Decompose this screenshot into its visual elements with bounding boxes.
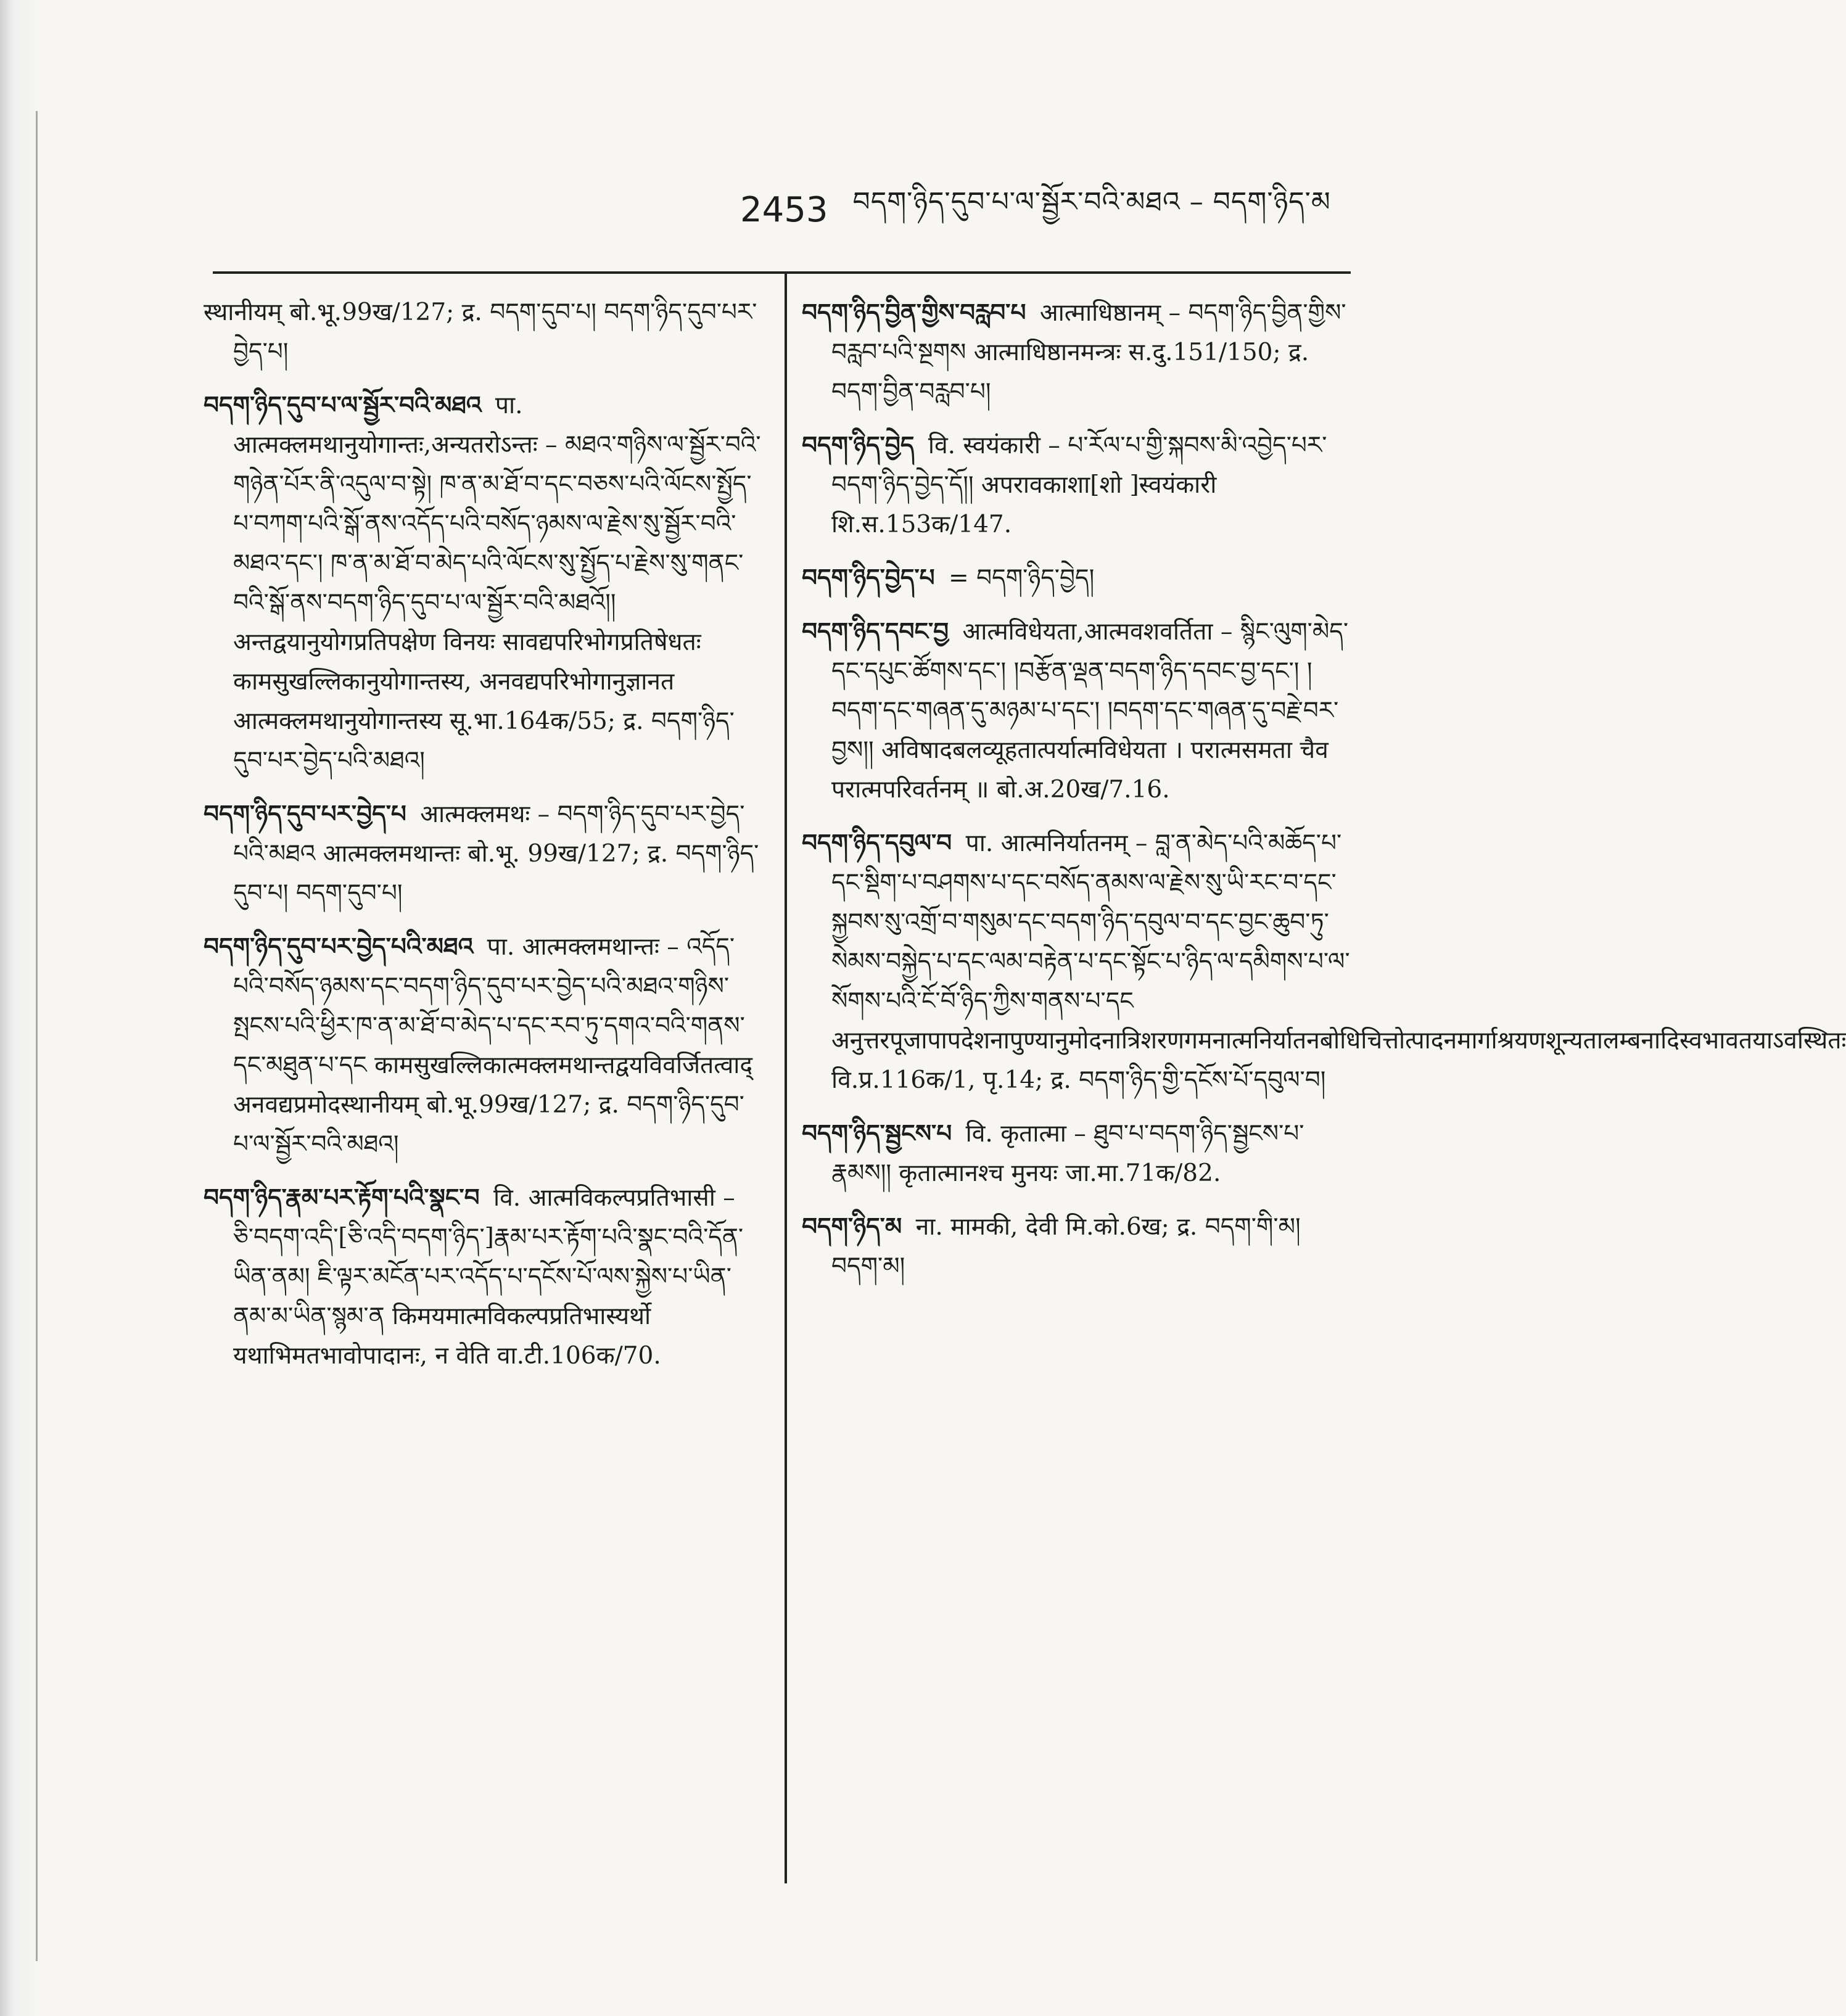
- entry-headword: བདག་ཉིད་དུབ་པར་བྱེད་པ: [204, 800, 406, 828]
- running-head: བདག་ཉིད་དུབ་པ་ལ་སྦྱོར་བའི་མཐའ – བདག་ཉིད་མ: [852, 186, 1331, 218]
- dictionary-entry: [204, 1178, 762, 1376]
- dictionary-entry: [802, 1114, 1357, 1193]
- page-header: [740, 185, 1345, 234]
- entry-text: = བདག་ཉིད་བྱེད།: [949, 564, 1095, 592]
- entry-headword: བདག་ཉིད་སྦྱངས་པ: [802, 1119, 952, 1148]
- right-column: [802, 293, 1846, 1300]
- dictionary-entry: [802, 558, 1357, 598]
- entry-text: आत्मक्लमथः – བདག་ཉིད་དུབ་པར་བྱེད་པའི་མཐའ आत्मक्लमथान्तः बो.भू. 99ख/127; द्र. བདག་ཉིད་དུབ་པ། བདག་དུབ་པ།: [233, 800, 759, 907]
- column-divider: [785, 274, 787, 1883]
- header-rule: [213, 271, 1351, 274]
- entry-headword: བདག་ཉིད་བྱིན་གྱིས་བརླབ་པ: [802, 298, 1026, 327]
- page-number: 2453: [740, 189, 828, 230]
- entry-text: वि. स्वयंकारी – པ་རོལ་པ་གྱི་སྐབས་མི་འབྱེད་པར་བདག་ཉིད་བྱེད་དོ།། अपरावकाशा[शो ]स्वयंकारी शि.स.153क/147.: [831, 432, 1327, 538]
- entry-headword: བདག་ཉིད་བྱེད་པ: [802, 564, 935, 592]
- left-column: [204, 293, 762, 1389]
- dictionary-entry: [204, 794, 762, 913]
- entry-headword: བདག་ཉིད་དུབ་པར་བྱེད་པའི་མཐའ: [204, 932, 474, 961]
- dictionary-entry: [802, 823, 1846, 1100]
- entry-text: स्थानीयम् बो.भू.99ख/127; द्र. བདག་དུབ་པ། བདག་ཉིད་དུབ་པར་བྱེད་པ།: [204, 298, 757, 366]
- dictionary-entry: [204, 293, 762, 372]
- dictionary-entry: [204, 927, 762, 1164]
- dictionary-entry: [204, 385, 762, 781]
- entry-headword: བདག་ཉིད་དབང་བྱ: [802, 617, 949, 646]
- entry-text: आत्मविधेयता,आत्मवशवर्तिता – སྙིང་ལུག་མེད་དང་དཔུང་ཚོགས་དང་། །བརྩོན་ལྡན་བདག་ཉིད་དབང་བྱ་དང་། །བདག་དང་གཞན་དུ་མཉམ་པ་དང་། །བདག་དང་གཞན་དུ་བརྗེ་བར་བྱས།། अविषादबलव्यूहतात्पर्यात्मविधेयता । परात्मसमता चैव परात्मपरिवर्तनम् ॥ बो.अ.20ख/7.16.: [831, 618, 1349, 804]
- binding-line: [36, 111, 38, 1961]
- entry-headword: བདག་ཉིད་དབུལ་བ: [802, 829, 952, 857]
- entry-text: आत्माधिष्ठानम् – བདག་ཉིད་བྱིན་གྱིས་བརླབ་པའི་སྔགས आत्माधिष्ठानमन्त्रः स.दु.151/150; द्र. བདག་བྱིན་བརླབ་པ།: [831, 299, 1346, 406]
- entry-text: पा. आत्मक्लमथान्तः – འདོད་པའི་བསོད་ཉམས་དང་བདག་ཉིད་དུབ་པར་བྱེད་པའི་མཐའ་གཉིས་སྤངས་པའི་ཕྱིར་ཁ་ན་མ་ཐོ་བ་མེད་པ་དང་རབ་ཏུ་དགའ་བའི་གནས་དང་མཐུན་པ་དང कामसुखल्लिकात्मक्लमथान्तद्वयविवर्जितत्वाद् अनवद्यप्रमोदस्थानीयम् बो.भू.99ख/127; द्र. བདག་ཉིད་དུབ་པ་ལ་སྦྱོར་བའི་མཐའ།: [233, 933, 753, 1158]
- entry-text: वि. आत्मविकल्पप्रतिभासी – ཅི་བདག་འདི་[ཅི་འདི་བདག་ཉིད་]རྣམ་པར་རྟོག་པའི་སྣང་བའི་དོན་ཡིན་ནམ། ཇི་ལྟར་མངོན་པར་འདོད་པ་དངོས་པོ་ལས་སྐྱེས་པ་ཡིན་ནམ་མ་ཡིན་སྙམ་ན किमयमात्मविकल्पप्रतिभास्यर्थो यथाभिमतभावोपादानः, न वेति वा.टी.106क/70.: [233, 1184, 744, 1370]
- dictionary-entry: [802, 612, 1357, 810]
- entry-headword: བདག་ཉིད་བྱེད: [802, 431, 915, 459]
- entry-headword: བདག་ཉིད་དུབ་པ་ལ་སྦྱོར་བའི་མཐའ: [204, 391, 482, 419]
- dictionary-entry: [802, 1207, 1357, 1286]
- entry-headword: བདག་ཉིད་རྣམ་པར་རྟོག་པའི་སྣང་བ: [204, 1183, 480, 1212]
- entry-text: ना. मामकी, देवी मि.को.6ख; द्र. བདག་གི་མ། བདག་མ།: [831, 1213, 1301, 1280]
- entry-headword: བདག་ཉིད་མ: [802, 1212, 902, 1241]
- entry-text: पा. आत्मनिर्यातनम् – བླ་ན་མེད་པའི་མཆོད་པ་དང་སྡིག་པ་བཤགས་པ་དང་བསོད་ནམས་ལ་རྗེས་སུ་ཡི་རང་བ་དང་སྐྱབས་སུ་འགྲོ་བ་གསུམ་དང་བདག་ཉིད་དབུལ་བ་དང་བྱང་ཆུབ་ཏུ་སེམས་བསྐྱེད་པ་དང་ལམ་བརྟེན་པ་དང་སྟོང་པ་ཉིད་ལ་དམིགས་པ་ལ་སོགས་པའི་ངོ་བོ་ཉིད་ཀྱིས་གནས་པ་དང अनुत्तरपूजापापदेशनापुण्यानुमोदनात्रिशरणगमनात्मनिर्यातनबोधिचित्तोत्पादनमार्गाश्रयणशून्यतालम्बनादिस्वभावतयाऽवस्थितः वि.प्र.116क/1, पृ.14; द्र. བདག་ཉིད་གྱི་དངོས་པོ་དབུལ་བ།: [831, 829, 1846, 1094]
- dictionary-entry: [802, 426, 1357, 545]
- dictionary-entry: [802, 293, 1357, 412]
- entry-text: पा. आत्मक्लमथानुयोगान्तः,अन्यतरोऽन्तः – མཐའ་གཉིས་ལ་སྦྱོར་བའི་གཉེན་པོར་ནི་འདུལ་བ་སྟེ། ཁ་ན་མ་ཐོ་བ་དང་བཅས་པའི་ལོངས་སྤྱོད་པ་བཀག་པའི་སྒོ་ནས་འདོད་པའི་བསོད་ཉམས་ལ་རྗེས་སུ་སྦྱོར་བའི་མཐའ་དང་། ཁ་ན་མ་ཐོ་བ་མེད་པའི་ལོངས་སུ་སྤྱོད་པ་རྗེས་སུ་གནང་བའི་སྒོ་ནས་བདག་ཉིད་དུབ་པ་ལ་སྦྱོར་བའི་མཐའོ།། अन्तद्वयानुयोगप्रतिपक्षेण विनयः सावद्यपरिभोगप्रतिषेधतः कामसुखल्लिकानुयोगान्तस्य, अनवद्यपरिभोगानुज्ञानत आत्मक्लमथानुयोगान्तस्य सू.भा.164क/55; द्र. བདག་ཉིད་དུབ་པར་བྱེད་པའི་མཐའ།: [233, 392, 761, 775]
- entry-text: वि. कृतात्मा – ཐུབ་པ་བདག་ཉིད་སྦྱངས་པ་རྣམས།། कृतात्मानश्च मुनयः जा.मा.71क/82.: [831, 1120, 1304, 1187]
